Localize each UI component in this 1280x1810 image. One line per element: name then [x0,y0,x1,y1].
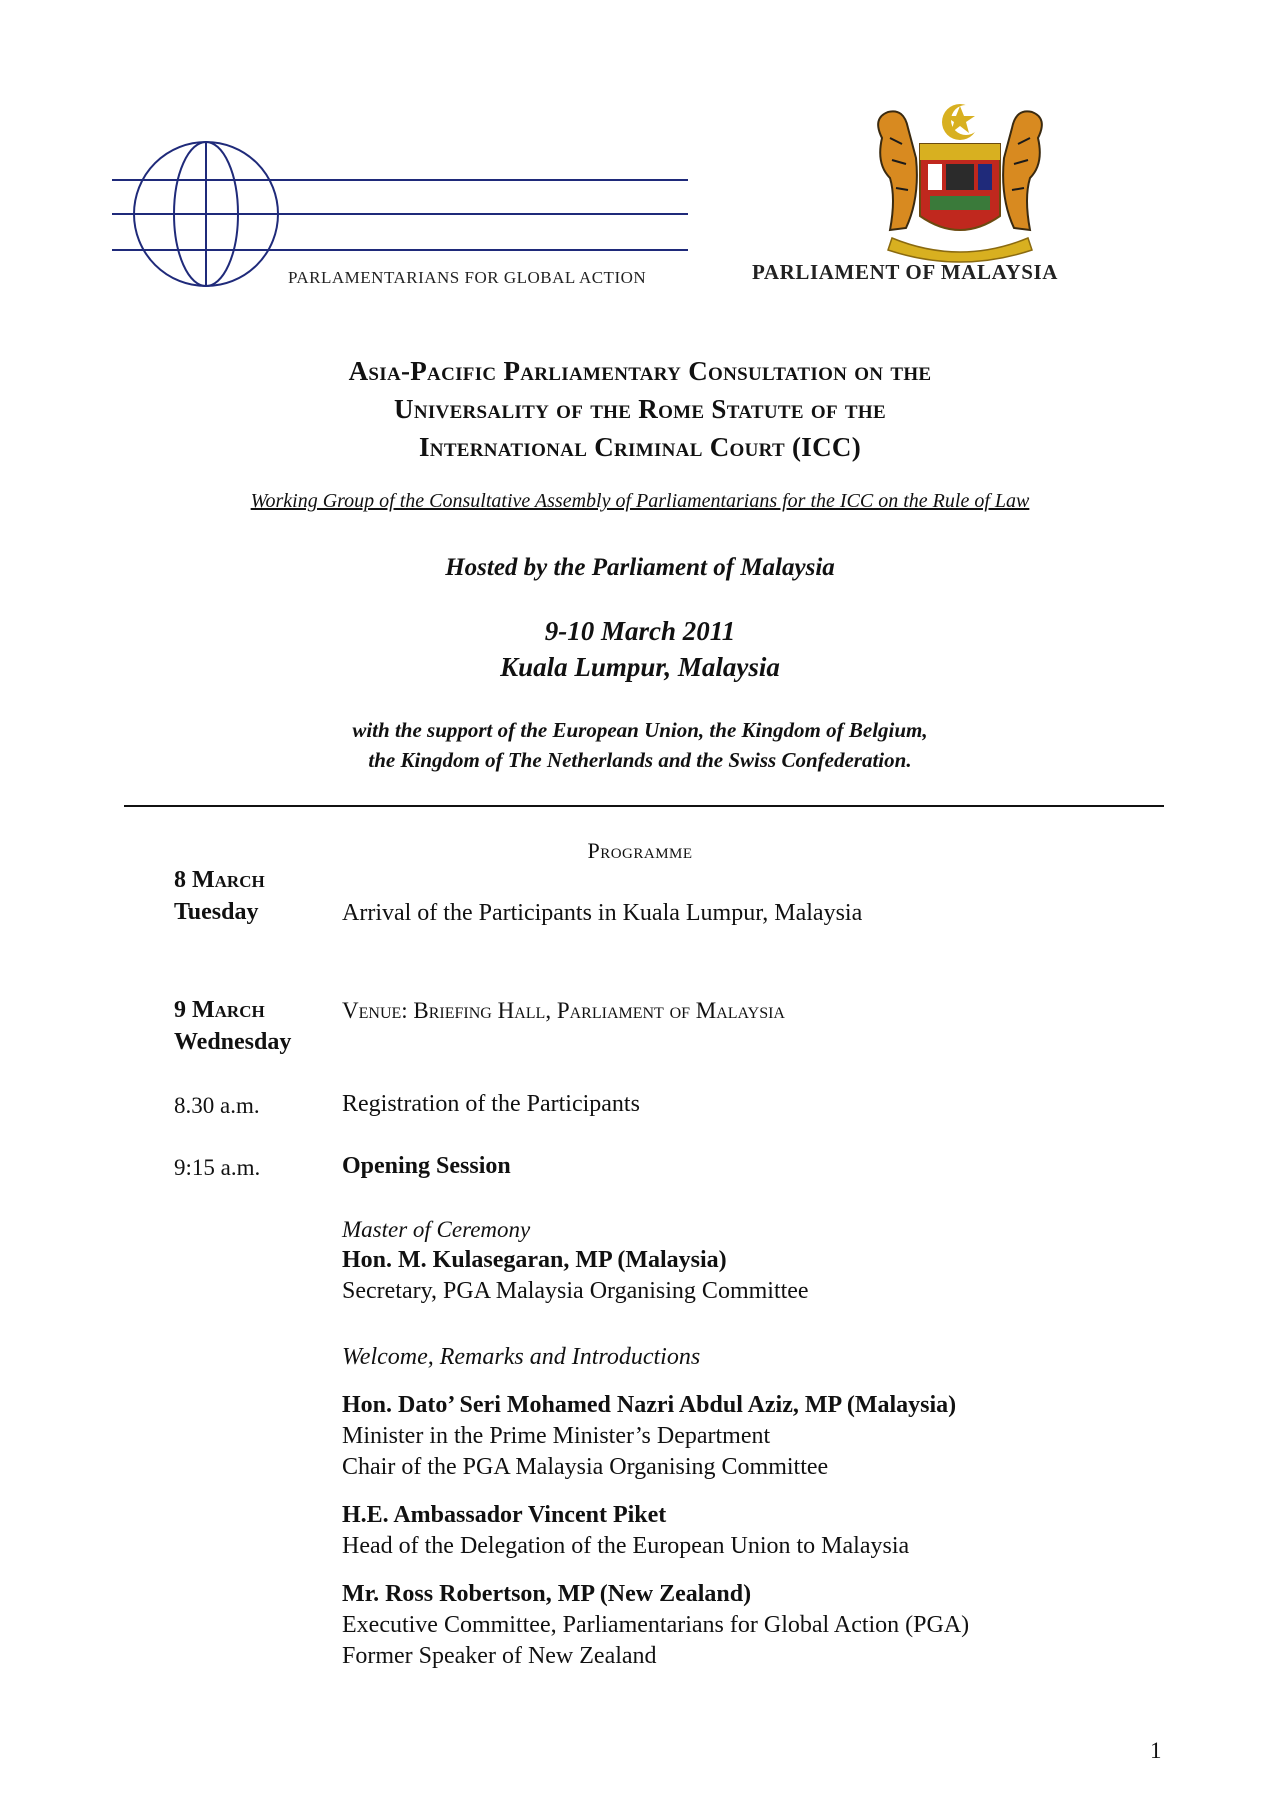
master-of-ceremony-position: Secretary, PGA Malaysia Organising Committee [342,1278,809,1304]
welcome-remarks-label: Welcome, Remarks and Introductions [342,1344,701,1370]
working-group-subtitle: Working Group of the Consultative Assembly of Parliamentarians for the ICC on the Rule of Law [250,490,1030,512]
title-line-2: Universality of the Rome Statute of the [394,394,886,424]
speaker-2-block [342,1500,909,1562]
pga-organisation-name: PARLAMENTARIANS FOR GLOBAL ACTION [288,268,647,287]
malaysia-coat-of-arms-icon [820,98,1100,270]
support-line-2: the Kingdom of The Netherlands and the Swiss Confederation. [368,748,912,772]
title-line-3: International Criminal Court (ICC) [418,432,861,462]
programme-heading: Programme [587,838,693,863]
speaker-2-name: H.E. Ambassador Vincent Piket [342,1502,667,1528]
event-dates: 9-10 March 2011 [544,616,736,646]
day-1-label [174,864,265,928]
title-line-1: Asia-Pacific Parliamentary Consultation on the [348,356,932,386]
master-of-ceremony-name: Hon. M. Kulasegaran, MP (Malaysia) [342,1247,727,1273]
day-1-arrival-item: Arrival of the Participants in Kuala Lumpur, Malaysia [342,900,863,926]
speaker-1-name: Hon. Dato’ Seri Mohamed Nazri Abdul Aziz, MP (Malaysia) [342,1392,957,1418]
speaker-3-block [342,1579,969,1672]
master-of-ceremony-label: Master of Ceremony [342,1217,531,1242]
event-location: Kuala Lumpur, Malaysia [500,652,780,682]
registration-item: Registration of the Participants [342,1091,640,1117]
speaker-3-line-2: Former Speaker of New Zealand [342,1643,657,1669]
horizontal-divider [124,805,1164,807]
speaker-1-line-1: Minister in the Prime Minister’s Department [342,1423,771,1449]
speaker-3-line-1: Executive Committee, Parliamentarians for Global Action (PGA) [342,1612,970,1638]
page-number: 1 [1150,1738,1162,1763]
day-2-label [174,994,291,1058]
speaker-1-block [342,1390,956,1483]
speaker-3-name: Mr. Ross Robertson, MP (New Zealand) [342,1581,752,1607]
day-1-weekday: Tuesday [174,899,259,925]
day-1-date: 8 March [174,867,265,893]
opening-time: 9:15 a.m. [174,1155,261,1180]
speaker-2-line-1: Head of the Delegation of the European Union to Malaysia [342,1533,910,1559]
opening-session-item: Opening Session [342,1153,511,1179]
parliament-of-malaysia-name: PARLIAMENT OF MALAYSIA [752,260,1059,284]
day-2-date: 9 March [174,997,265,1023]
speaker-1-line-2: Chair of the PGA Malaysia Organising Committee [342,1454,829,1480]
master-of-ceremony-block [342,1214,809,1307]
support-line-1: with the support of the European Union, the Kingdom of Belgium, [352,718,928,742]
registration-time: 8.30 a.m. [174,1093,260,1118]
day-2-venue: Venue: Briefing Hall, Parliament of Malaysia [342,998,785,1023]
day-2-weekday: Wednesday [174,1029,292,1055]
hosted-by: Hosted by the Parliament of Malaysia [445,554,835,581]
